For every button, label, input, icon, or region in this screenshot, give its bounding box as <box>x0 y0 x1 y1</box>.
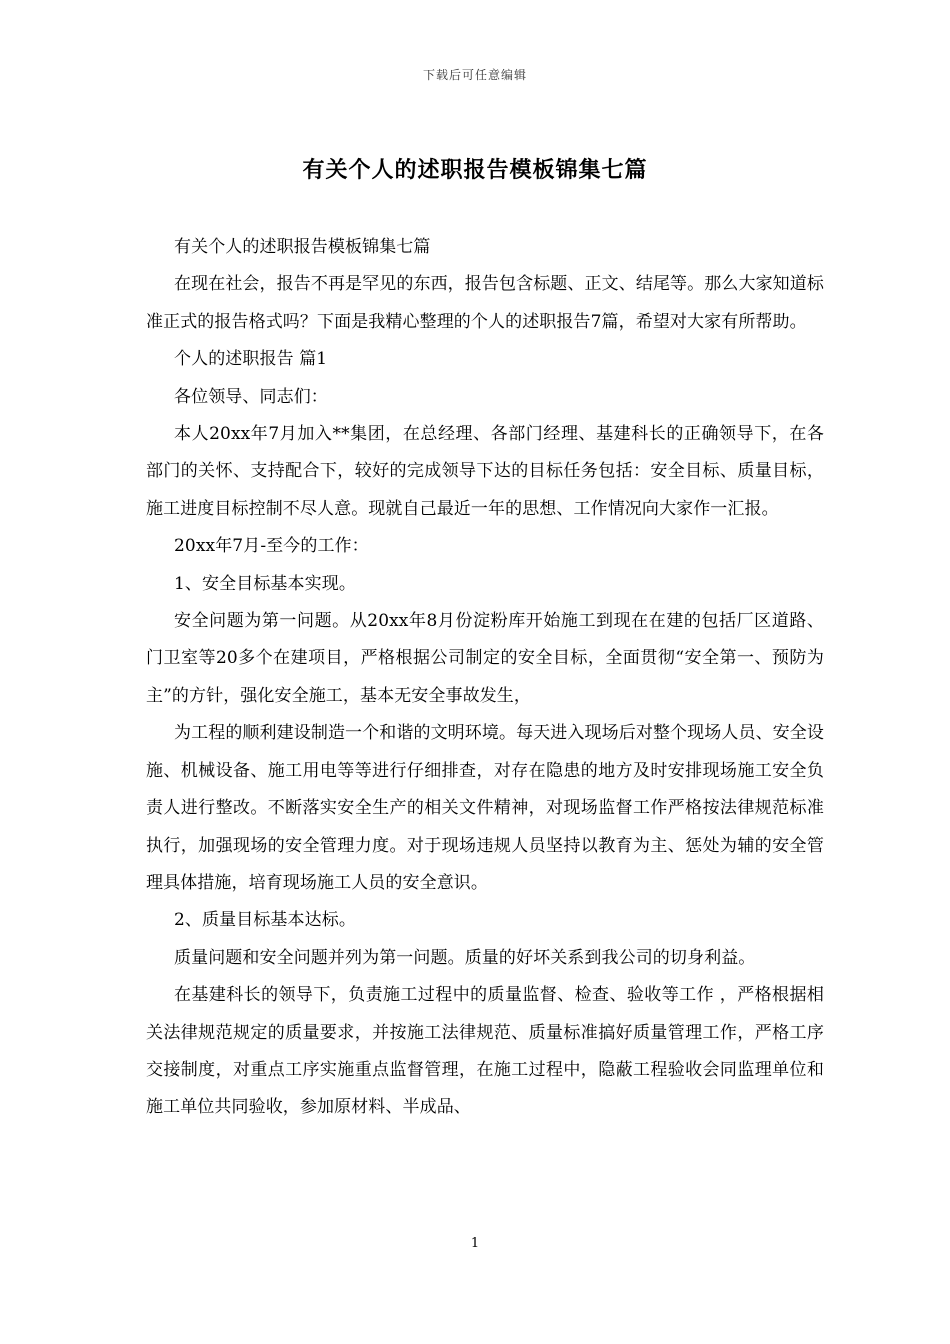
section-heading: 个人的述职报告 篇1 <box>174 349 328 370</box>
subsection-heading: 2、质量目标基本达标。 <box>174 910 356 931</box>
page-header-note: 下载后可任意编辑 <box>422 68 527 82</box>
period-heading: 20xx年7月-至今的工作： <box>174 536 369 557</box>
body-paragraph: 在现在社会，报告不再是罕见的东西，报告包含标题、正文、结尾等。那么大家知道标准正式的报告格式吗？下面是我精心整理的个人的述职报告7篇，希望对大家有所帮助。 <box>146 274 824 332</box>
document-title: 有关个人的述职报告模板锦集七篇 <box>302 157 648 183</box>
salutation: 各位领导、同志们： <box>174 386 328 407</box>
subsection-heading: 1、安全目标基本实现。 <box>174 573 356 594</box>
document-body <box>146 229 824 1127</box>
body-paragraph: 在基建科长的领导下，负责施工过程中的质量监督、检查、验收等工作 ，严格根据相关法律规范规定的质量要求，并按施工法律规范、质量标准搞好质量管理工作，严格工序交接制度，对重点工序实施重点监督管理，在施工过程中，隐蔽工程验收会同监理单位和施工单位共同验收，参加原材料、半成品、 <box>146 985 824 1118</box>
body-paragraph: 为工程的顺利建设制造一个和谐的文明环境。每天进入现场后对整个现场人员、安全设施、机械设备、施工用电等等进行仔细排查，对存在隐患的地方及时安排现场施工安全负责人进行整改。不断落实安全生产的相关文件精神，对现场监督工作严格按法律规范标准执行，加强现场的安全管理力度。对于现场违规人员坚持以教育为主、惩处为辅的安全管理具体措施，培育现场施工人员的安全意识。 <box>146 723 824 893</box>
body-paragraph: 质量问题和安全问题并列为第一问题。质量的好坏关系到我公司的切身利益。 <box>174 947 756 968</box>
page-number: 1 <box>470 1236 480 1251</box>
body-paragraph: 安全问题为第一问题。从20xx年8月份淀粉库开始施工到现在在建的包括厂区道路、门卫室等20多个在建项目，严格根据公司制定的安全目标，全面贯彻“安全第一、预防为主”的方针，强化安全施工，基本无安全事故发生， <box>146 611 824 706</box>
body-paragraph: 本人20xx年7月加入**集团，在总经理、各部门经理、基建科长的正确领导下，在各部门的关怀、支持配合下，较好的完成领导下达的目标任务包括：安全目标、质量目标，施工进度目标控制不尽人意。现就自己最近一年的思想、工作情况向大家作一汇报。 <box>146 424 824 519</box>
body-paragraph: 有关个人的述职报告模板锦集七篇 <box>174 237 431 257</box>
